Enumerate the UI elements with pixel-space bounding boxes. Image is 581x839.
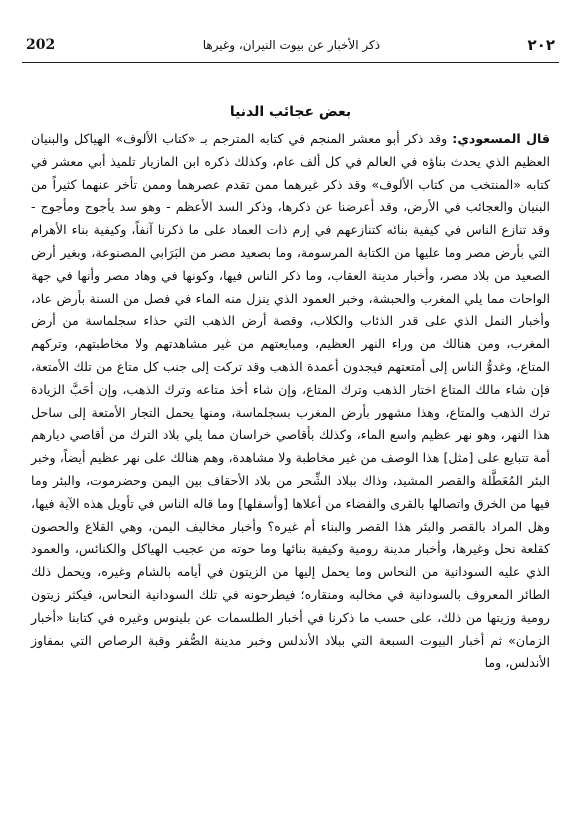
running-title: ذكر الأخبار عن بيوت النيران، وغيرها	[202, 38, 381, 52]
section-title: بعض عجائب الدنيا	[229, 104, 352, 120]
page-number-latin: 202	[26, 37, 56, 53]
speaker-name: قال المسعودي:	[452, 131, 551, 146]
paragraph-text: وقد ذكر أبو معشر المنجم في كتابه المترجم بـ «كتاب الألوف» الهياكل والبنيان العظيم الذي يحدث بناؤه في العالم في كل ألف عام، وكذلك ذكره ابن المازيار تلميذ أبي معشر في كتابه «المنتخب من كتاب الألوف» وقد ذكر غيرهما ممن تقدم عصرهما وممن تأخر عنهما كثيراً من البنيان والعجائب في الأرض، وقد أعرضنا عن ذكرها، وذكر السد الأعظم - وهو سد يأجوج ومأجوج - وقد تنازع الناس في كيفية بنائه كتنازعهم في إرم ذات العماد على ما ذكرنا آنفاً، وكيفية بناء الأهرام التي بأرض مصر وما عليها من الكتابة المرسومة، وما بصعيد مصر من البَرَابي المصنوعة، وبغير أرض الصعيد من بلاد مصر، وأخبار مدينة العقاب، وما ذكر الناس فيها، وكونها في وهاد مصر وأنها في جهة الواحات مما يلي المغرب والحبشة، وخبر العمود الذي ينزل منه الماء في فصل من السنة بأرض عاد، وأخبار النمل الذي على قدر الذئاب والكلاب، وقصة أرض الذهب التي حذاء سجلماسة من أرض المغرب، ومن هنالك من وراء النهر العظيم، ومبايعتهم من غير مشاهدتهم ولا مخاطبتهم، وتركهم المتاع، وغدوُّ الناس إلى أمتعتهم فيجدون أعمدة الذهب وقد تركت إلى جنب كل متاع من تلك الأمتعة، فإن شاء مالك المتاع اختار الذهب وترك المتاع، وإن شاء أخذ متاعه وترك الذهب، وإن أحَبَّ الزيادة ترك الذهب والمتاع، وهذا مشهور بأرض المغرب بسجلماسة، ومنها يحمل التجار الأمتعة إلى ساحل هذا النهر، وهو نهر عظيم واسع الماء، وكذلك بأقاصي خراسان مما يلي بلاد الترك من أقاصي ديارهم أمة تتبايع على [مثل] هذا الوصف من غير مخاطبة ولا مشاهدة، وهم هنالك على نهر عظيم أيضاً، وخبر البئر المُعَطَّلة والقصر المشيد، وذاك ببلاد الشِّحر من بلاد الأحقاف بين اليمن وحضرموت، والبئر وما فيها من الخرق واتصالها بالقرى والفضاء من أعلاها [وأسفلها] وما قاله الناس في تأويل هذه الآية فيها، وهل المراد بالقصر والبئر هذا القصر والبناء أم غيره؟ وأخبار مخاليف اليمن، وهي القلاع والحصون كقلعة نحل وغيرها، وأخبار مدينة رومية وكيفية بنائها وما حوته من عجيب الهياكل والكنائس، والعمود الذي عليه السودانية من النحاس وما يحمل إليها من الزيتون في أيامه بالشام وغيره، ويحمل ذلك الطائر المعروف بالسودانية في مخالبه ومنقاره؛ فيطرحونه في تلك السودانية النحاس، فيكثر زيتون رومية وزيتها من ذلك، على حسب ما ذكرنا في أخبار الطلسمات عن بلينوس وغيره في كتابنا «أخبار الزمان» ثم أخبار البيوت السبعة التي ببلاد الأندلس وخبر مدينة الصُّفر وقبة الرصاص التي بمفاوز الأندلس، وما	[31, 131, 550, 671]
header-rule	[22, 62, 559, 63]
page-number-arabic: ٢٠٢	[527, 36, 555, 54]
paragraph	[31, 128, 550, 675]
body-text	[31, 128, 550, 675]
page-header	[26, 34, 555, 56]
